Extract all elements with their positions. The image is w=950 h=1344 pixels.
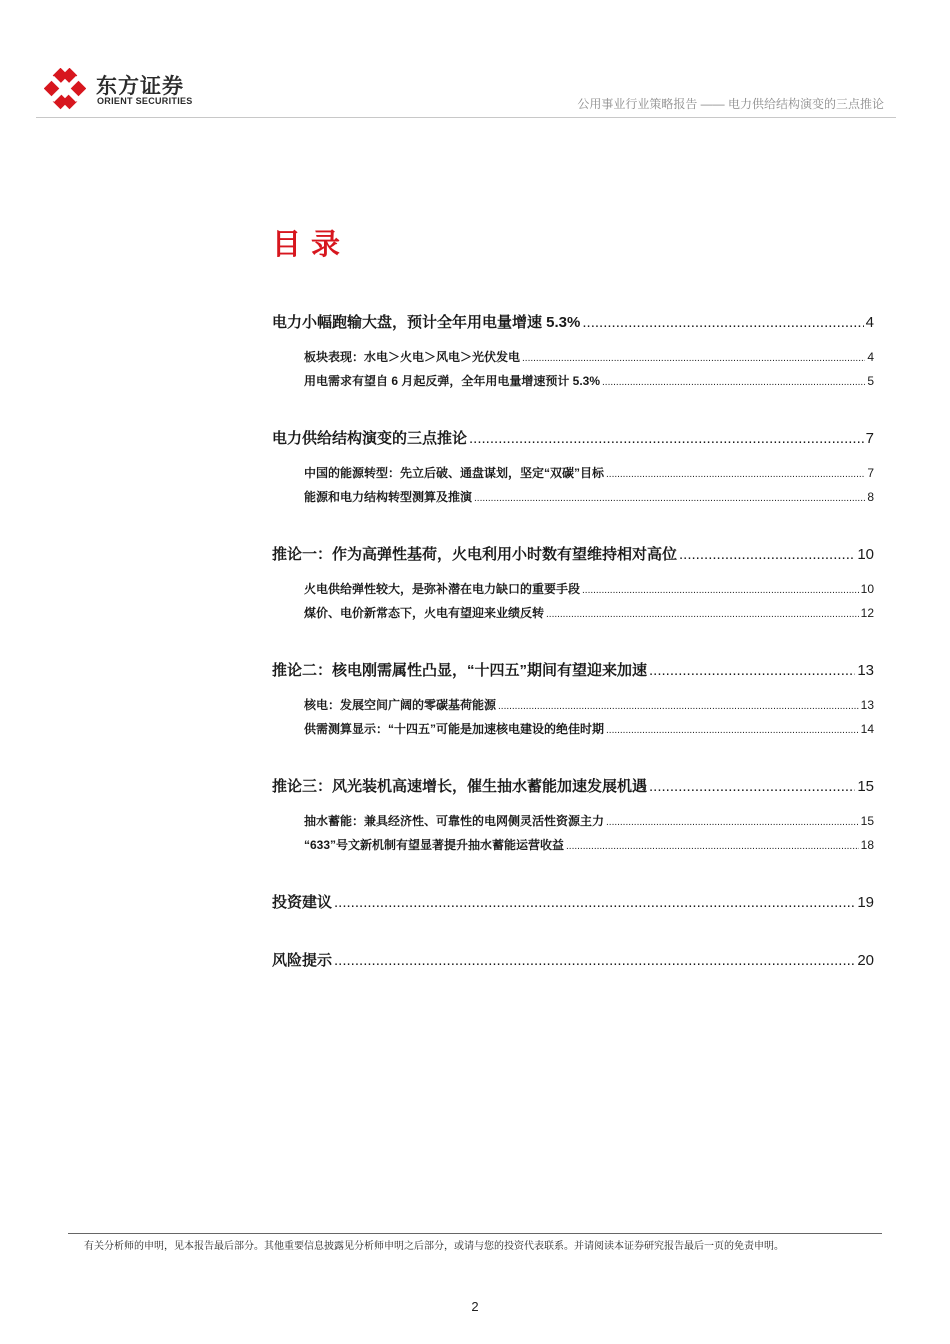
toc-heading: 目录 [272,229,351,261]
toc-page-number: 7 [867,466,874,480]
toc-dot-leader [566,835,859,859]
toc-page-number: 18 [860,838,874,852]
toc-page-number: 10 [860,582,874,596]
toc-section-entry[interactable] [272,310,874,336]
toc-section-entry[interactable] [272,542,874,568]
toc-subsection-title: 核电：发展空间广阔的零碳基荷能源 [304,698,497,712]
toc-subsection-title: 煤价、电价新常态下，火电有望迎来业绩反转 [304,606,545,620]
toc-subsection-entry[interactable] [304,833,874,857]
toc-page-number: 13 [860,698,874,712]
toc-dot-leader [334,890,855,916]
orient-securities-logo-icon [44,68,86,110]
toc-section-title: 投资建议 [272,894,333,911]
page-number: 2 [471,1299,479,1314]
toc-section-title: 电力供给结构演变的三点推论 [272,430,468,447]
toc-page-number: 8 [867,490,874,504]
page-header [36,60,896,120]
toc-page-number: 4 [867,350,874,364]
toc-subsection-title: 抽水蓄能：兼具经济性、可靠性的电网侧灵活性资源主力 [304,814,605,828]
toc-dot-leader [582,310,863,336]
disclaimer-text: 有关分析师的申明，见本报告最后部分。其他重要信息披露见分析师申明之后部分，或请与您的投资代表联系。并请阅读本证券研究报告最后一页的免责申明。 [84,1241,784,1252]
toc-section-entry[interactable] [272,890,874,916]
brand-name-cn: 东方证券 [96,75,184,98]
toc-dot-leader [649,658,855,684]
toc-dot-leader [334,948,855,974]
toc-subsection-entry[interactable] [304,345,874,369]
toc-subsection-entry[interactable] [304,717,874,741]
toc-page-number: 4 [865,314,874,331]
toc-subsection-title: 用电需求有望自 6 月起反弹，全年用电量增速预计 5.3% [304,374,601,388]
toc-section-title: 电力小幅跑输大盘，预计全年用电量增速 5.3% [272,314,581,331]
toc-subsection-title: “633”号文新机制有望显著提升抽水蓄能运营收益 [304,838,565,852]
toc-section-title: 推论二：核电刚需属性凸显，“十四五”期间有望迎来加速 [272,662,648,679]
toc-section-entry[interactable] [272,426,874,452]
toc-page-number: 14 [860,722,874,736]
toc-section-title: 风险提示 [272,952,333,969]
toc-page-number: 7 [865,430,874,447]
toc-page-number: 13 [857,662,874,679]
table-of-contents [272,310,874,974]
toc-subsection-entry[interactable] [304,369,874,393]
toc-section-entry[interactable] [272,658,874,684]
toc-page-number: 19 [857,894,874,911]
toc-section-title: 推论三：风光装机高速增长，催生抽水蓄能加速发展机遇 [272,778,648,795]
toc-subsection-entry[interactable] [304,485,874,509]
toc-dot-leader [649,774,855,800]
toc-page-number: 20 [857,952,874,969]
toc-subsection-title: 中国的能源转型：先立后破、通盘谋划，坚定“双碳”目标 [304,466,605,480]
toc-section-entry[interactable] [272,948,874,974]
toc-page-number: 12 [860,606,874,620]
toc-subsection-entry[interactable] [304,693,874,717]
brand-name-en: ORIENT SECURITIES [97,96,193,106]
toc-page-number: 5 [867,374,874,388]
footer-divider [68,1233,882,1234]
toc-dot-leader [469,426,864,452]
toc-dot-leader [602,371,865,395]
toc-dot-leader [606,719,859,743]
toc-section-entry[interactable] [272,774,874,800]
toc-subsection-entry[interactable] [304,601,874,625]
toc-page-number: 15 [857,778,874,795]
toc-page-number: 10 [857,546,874,563]
toc-subsection-entry[interactable] [304,577,874,601]
toc-dot-leader [474,487,865,511]
toc-dot-leader [522,347,865,371]
toc-subsection-entry[interactable] [304,809,874,833]
toc-page-number: 15 [860,814,874,828]
toc-dot-leader [679,542,855,568]
toc-dot-leader [498,695,859,719]
toc-subsection-title: 火电供给弹性较大，是弥补潜在电力缺口的重要手段 [304,582,581,596]
toc-section-title: 推论一：作为高弹性基荷，火电利用小时数有望维持相对高位 [272,546,678,563]
header-divider [36,117,896,118]
toc-dot-leader [546,603,859,627]
toc-subsection-title: 板块表现：水电＞火电＞风电＞光伏发电 [304,350,521,364]
toc-dot-leader [582,579,859,603]
toc-subsection-entry[interactable] [304,461,874,485]
report-title: 公用事业行业策略报告 —— 电力供给结构演变的三点推论 [577,97,884,111]
toc-subsection-title: 能源和电力结构转型测算及推演 [304,490,473,504]
toc-subsection-title: 供需测算显示：“十四五”可能是加速核电建设的绝佳时期 [304,722,605,736]
toc-dot-leader [606,811,859,835]
toc-dot-leader [606,463,865,487]
